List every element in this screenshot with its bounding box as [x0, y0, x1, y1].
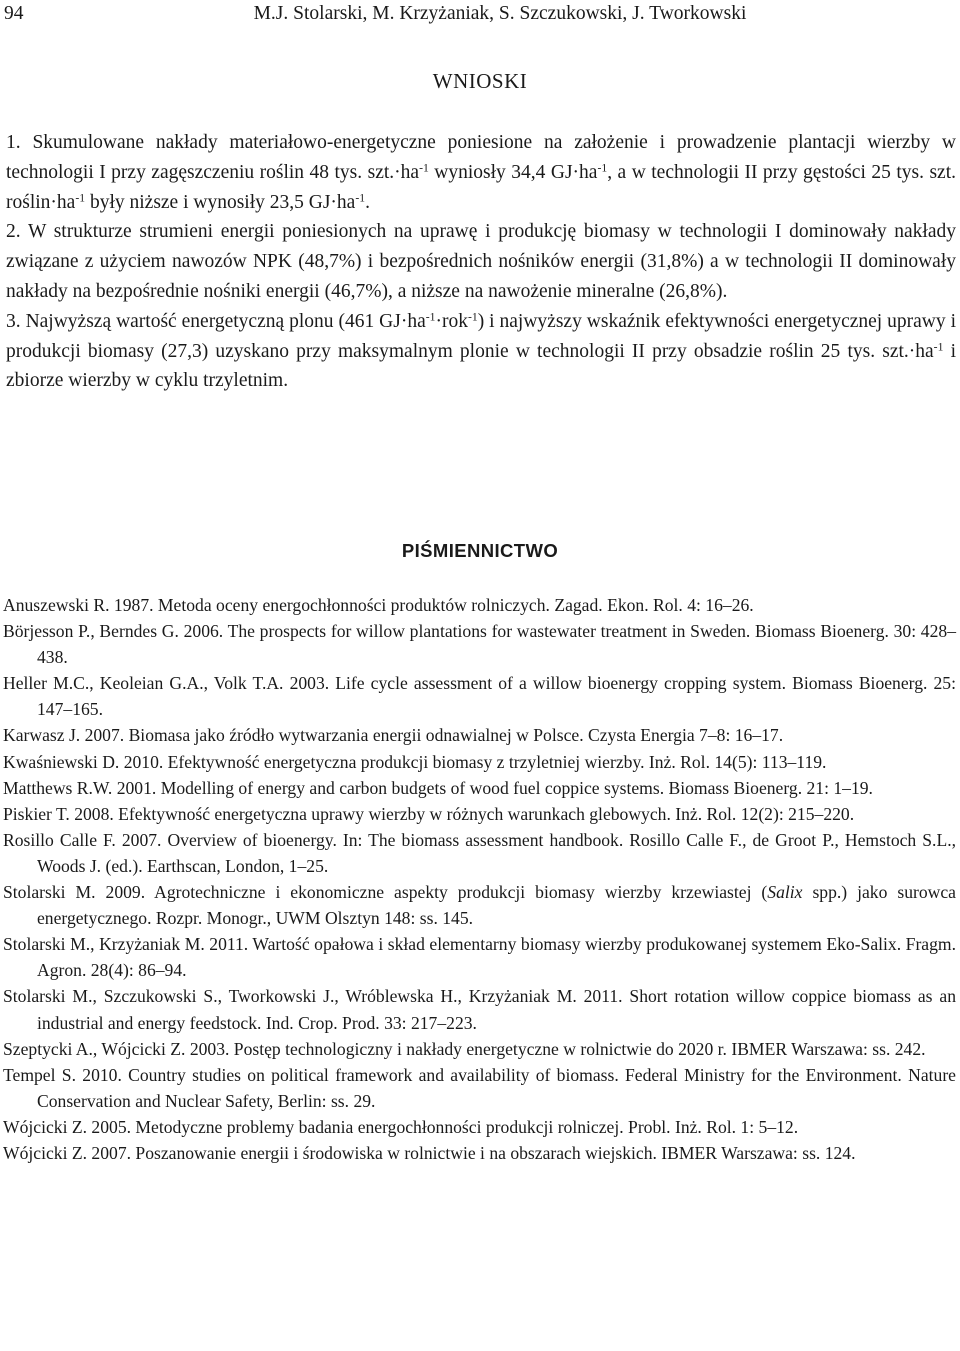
- reference-item: Matthews R.W. 2001. Modelling of energy and carbon budgets of wood fuel coppice systems. Biomass Bioenerg. 21: 1–19.: [3, 777, 873, 798]
- italic-taxon: Salix: [767, 882, 803, 903]
- reference-item: Tempel S. 2010. Country studies on political framework and availability of biomass. Federal Ministry for the Environment. Nature Conservation and Nuclear Safety, Berlin: ss. 29.: [3, 1064, 956, 1111]
- conclusion-number: 1.: [6, 132, 21, 153]
- reference-item: Kwaśniewski D. 2010. Efektywność energetyczna produkcji biomasy z trzyletniej wierzby. Inż. Rol. 14(5): 113–119.: [3, 751, 827, 772]
- reference-item: Heller M.C., Keoleian G.A., Volk T.A. 2003. Life cycle assessment of a willow bioenergy cropping system. Biomass Bioenerg. 25: 147–165.: [3, 673, 956, 720]
- page-number: 94: [4, 3, 24, 24]
- conclusion-item-1: 1. Skumulowane nakłady materiałowo-energetyczne poniesione na założenie i prowadzenie plantacji wierzby w technologii I przy zagęszczeniu roślin 48 tys. $szt.\cdot ha^{-1}$ wyniosły 34,4 $GJ\cdot ha^{-1}$, a w technologii II przy gęstości 25 tys. szt. $roślin\cdot ha^{-1}$ były niższe i wynosiły 23,5 $GJ\cdot ha^{-1}$.: [6, 132, 956, 213]
- reference-item: Stolarski M., Krzyżaniak M. 2011. Wartość opałowa i skład elementarny biomasy wierzby produkowanej systemem Eko-Salix. Fragm. Agron. 28(4): 86–94.: [3, 934, 956, 981]
- reference-item: Wójcicki Z. 2007. Poszanowanie energii i środowiska w rolnictwie i na obszarach wiejskich. IBMER Warszawa: ss. 124.: [3, 1142, 856, 1163]
- conclusion-number: 3.: [6, 310, 21, 332]
- reference-item: Stolarski M. 2009. Agrotechniczne i ekonomiczne aspekty produkcji biomasy wierzby krzewiastej (Salix spp.) jako surowca energetycznego. Rozpr. Monogr., UWM Olsztyn 148: ss. 145.: [3, 882, 956, 929]
- reference-item: Anuszewski R. 1987. Metoda oceny energochłonności produktów rolniczych. Zagad. Ekon. Rol. 4: 16–26.: [3, 595, 754, 615]
- reference-item: Wójcicki Z. 2005. Metodyczne problemy badania energochłonności produkcji rolniczej. Probl. Inż. Rol. 1: 5–12.: [3, 1116, 799, 1137]
- conclusion-item-3: 3. Najwyższą wartość energetyczną plonu (461 $GJ\cdot ha^{-1}\cdot rok^{-1}$) i najwyższy wskaźnik efektywności energetycznej uprawy i produkcji biomasy (27,3) uzyskano przy maksymalnym plonie w technologii II przy obsadzie roślin 25 tys. $szt.\cdot ha^{-1}$ i zbiorze wierzby w cyklu trzyletnim.: [6, 310, 956, 392]
- running-header: [0, 0, 960, 28]
- reference-item: Stolarski M., Szczukowski S., Tworkowski J., Wróblewska H., Krzyżaniak M. 2011. Short rotation willow coppice biomass as an industrial and energy feedstock. Ind. Crop. Prod. 33: 217–223.: [3, 986, 956, 1033]
- bibliography-heading: PIŚMIENNICTWO: [401, 540, 559, 561]
- reference-item: Piskier T. 2008. Efektywność energetyczna uprawy wierzby w różnych warunkach glebowych. Inż. Rol. 12(2): 215–220.: [3, 803, 855, 824]
- reference-list: [3, 592, 956, 1166]
- reference-item: Börjesson P., Berndes G. 2006. The prospects for willow plantations for wastewater treatment in Sweden. Biomass Bioenerg. 30: 428–438.: [3, 621, 956, 668]
- conclusions-list: [6, 128, 956, 396]
- running-header-authors: M.J. Stolarski, M. Krzyżaniak, S. Szczukowski, J. Tworkowski: [253, 3, 747, 24]
- conclusion-number: 2.: [6, 221, 21, 243]
- conclusion-item-2: 2. W strukturze strumieni energii poniesionych na uprawę i produkcję biomasy w technologii I dominowały nakłady związane z użyciem nawozów NPK (48,7%) i bezpośrednich nośników energii (31,8%) a w technologii II dominowały nakłady na bezpośrednie nośniki energii (46,7%), a niższe na nawożenie mineralne (26,8%).: [6, 221, 956, 302]
- reference-item: Szeptycki A., Wójcicki Z. 2003. Postęp technologiczny i nakłady energetyczne w rolnictwie do 2020 r. IBMER Warszawa: ss. 242.: [3, 1038, 926, 1059]
- reference-item: Rosillo Calle F. 2007. Overview of bioenergy. In: The biomass assessment handbook. Rosillo Calle F., de Groot P., Hemstoch S.L., Woods J. (ed.). Earthscan, London, 1–25.: [3, 829, 956, 876]
- reference-item: Karwasz J. 2007. Biomasa jako źródło wytwarzania energii odnawialnej w Polsce. Czysta Energia 7–8: 16–17.: [3, 725, 784, 746]
- conclusions-heading: WNIOSKI: [432, 69, 528, 93]
